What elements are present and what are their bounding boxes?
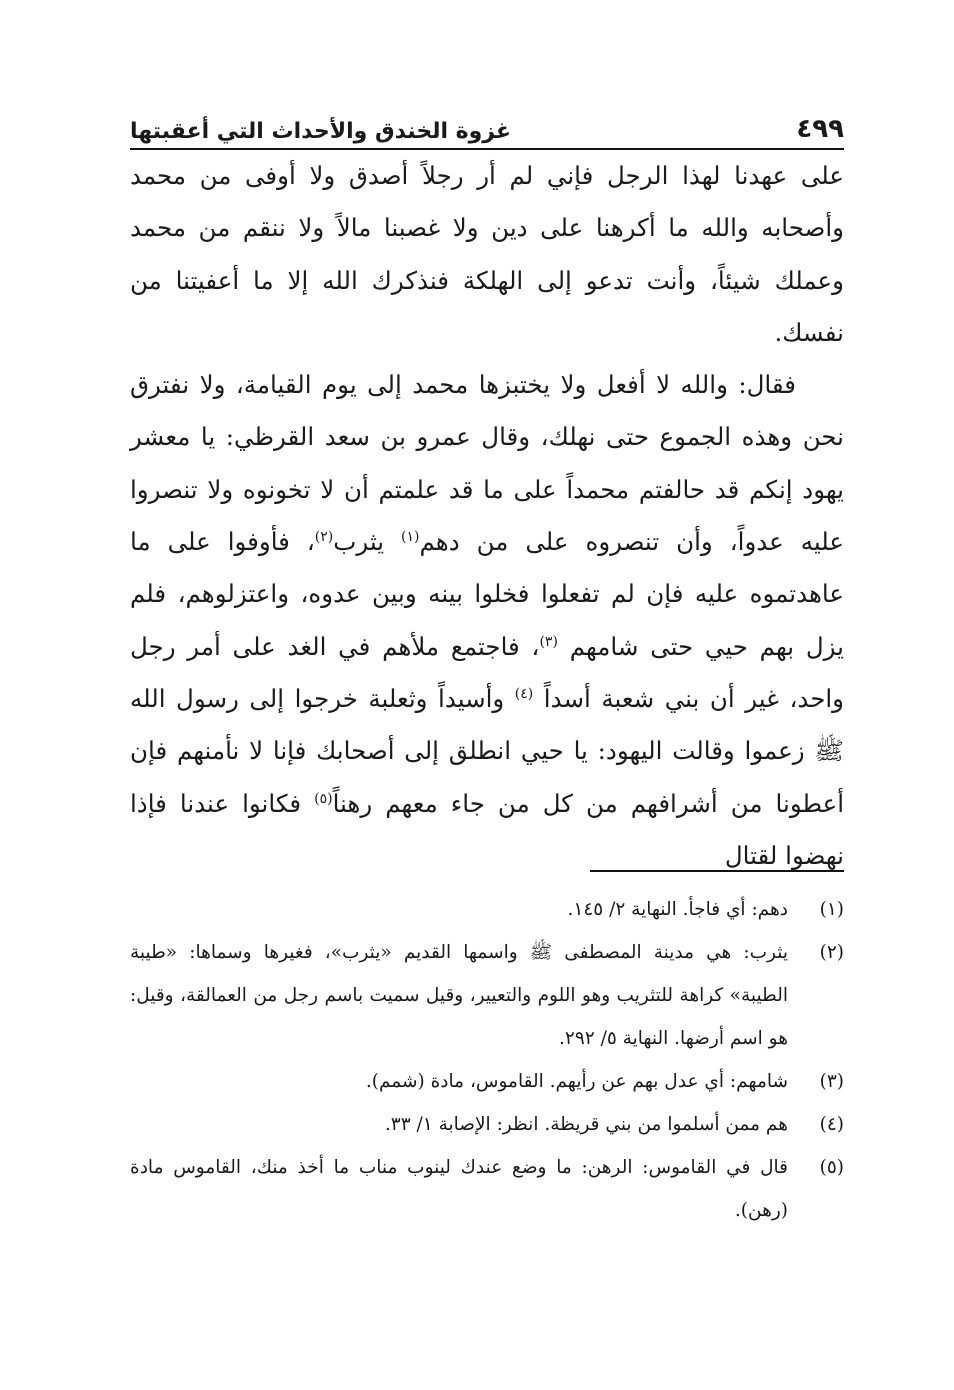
footnote-separator	[590, 870, 844, 872]
footnote-text: قال في القاموس: الرهن: ما وضع عندك لينوب مناب ما أخذ منك، القاموس مادة (رهن).	[130, 1157, 788, 1221]
footnote-4	[130, 1103, 844, 1146]
footnote-number: (٣)	[819, 1071, 844, 1092]
footnote-5	[130, 1146, 844, 1232]
page-header	[130, 104, 844, 150]
footnote-text: يثرب: هي مدينة المصطفى ﷺ واسمها القديم «يثرب»، فغيرها وسماها: «طيبة الطيبة» كراهة للتثريب وهو اللوم والتعيير، وقيل سميت باسم رجل من العمالقة، وقيل: هو اسم أرضها. النهاية ٥/ ٢٩٢.	[130, 942, 788, 1049]
paragraph-2	[130, 359, 844, 882]
footnote-text: هم ممن أسلموا من بني قريظة. انظر: الإصابة ١/ ٣٣.	[384, 1114, 788, 1135]
footnote-number: (٤)	[819, 1114, 844, 1135]
paragraph-2-segment: وأسيداً وثعلبة خرجوا إلى رسول الله ﷺ زعموا وقالت اليهود: يا حيي انطلق إلى أصحابك فإنا لا نأمنهم فإن أعطونا من أشرافهم من كل من جاء معهم رهناً	[130, 683, 844, 818]
footnotes	[130, 888, 844, 1232]
body-text	[130, 150, 844, 882]
paragraph-2-segment: ، فأوفوا على ما عاهدتموه عليه فإن لم تفعلوا فخلوا بينه وبين عدوه، واعتزلوهم، فلم يزل بهم حيي حتى شامهم	[130, 527, 844, 661]
footnote-ref-1: (١)	[401, 528, 420, 545]
paragraph-2-segment: يثرب	[333, 527, 402, 557]
footnote-text: شامهم: أي عدل بهم عن رأيهم. القاموس، مادة (شمم).	[365, 1071, 788, 1092]
footnote-3	[130, 1060, 844, 1103]
footnote-1	[130, 888, 844, 931]
footnote-2	[130, 931, 844, 1060]
page-number: ٤٩٩	[796, 114, 844, 144]
paragraph-1: على عهدنا لهذا الرجل فإني لم أر رجلاً أصدق ولا أوفى من محمد وأصحابه والله ما أكرهنا على دين ولا غصبنا مالاً ولا ننقم من محمد وعملك شيئاً، وأنت تدعو إلى الهلكة فنذكرك الله إلا ما أعفيتنا من نفسك.	[130, 161, 844, 347]
footnote-ref-3: (٣)	[539, 633, 558, 650]
footnote-number: (١)	[819, 899, 844, 920]
paragraph-2-segment: فكانوا عندنا فإذا نهضوا لقتال	[130, 788, 844, 870]
footnote-text: دهم: أي فاجأ. النهاية ٢/ ١٤٥.	[567, 899, 788, 920]
paragraph-2-segment: ، فاجتمع ملأهم في الغد على أمر رجل واحد، غير أن بني شعبة أسداً	[130, 631, 844, 713]
running-title: غزوة الخندق والأحداث التي أعقبتها	[130, 119, 512, 144]
footnote-ref-2: (٢)	[314, 528, 334, 545]
footnote-ref-4: (٤)	[514, 685, 534, 702]
footnote-ref-5: (٥)	[314, 790, 333, 807]
footnote-number: (٥)	[819, 1157, 844, 1178]
footnote-number: (٢)	[819, 942, 844, 963]
paragraph-2-segment: فقال: والله لا أفعل ولا يختبزها محمد إلى يوم القيامة، ولا نفترق نحن وهذه الجموع حتى نهلك، وقال عمرو بن سعد القرظي: يا معشر يهود إنكم قد حالفتم محمداً على ما قد علمتم أن لا تخونوه ولا تنصروا عليه عدواً، وأن تنصروه على من دهم	[130, 370, 844, 557]
